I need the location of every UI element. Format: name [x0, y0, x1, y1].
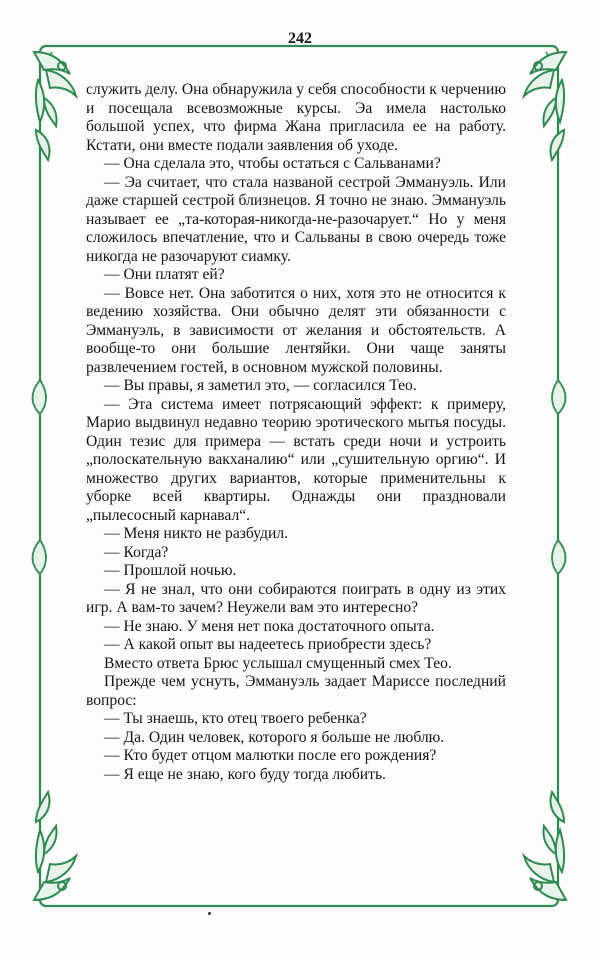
- paragraph: — Я еще не знаю, кого буду тогда любить.: [104, 765, 386, 783]
- paragraph: — Кто будет отцом малютки после его рождения?: [104, 747, 437, 764]
- paragraph: — Ты знаешь, кто отец твоего ребенка?: [104, 710, 367, 727]
- print-speck: [208, 912, 211, 915]
- corner-ornament-bottom-right: [524, 792, 566, 900]
- paragraph: — Когда?: [104, 543, 169, 561]
- paragraph: — Эа считает, что стала названой сестрой Эммануэль. Или даже старшей сестрой близнецов. Я точно не знаю. Эммануэль называет ее „та-которая-никогда-не-разочарует.“ Но у меня сложилось впечатление, что и Сальваны в свою очередь тоже никогда не разочаруют сиамку.: [86, 173, 506, 265]
- body-text: [86, 81, 506, 784]
- paragraph: — Я не знал, что они собираются поиграть в одну из этих игр. А вам-то зачем? Неужели вам это интересно?: [86, 580, 506, 616]
- paragraph: — Да. Один человек, которого я больше не люблю.: [104, 728, 445, 746]
- paragraph: — Прошлой ночью.: [104, 562, 237, 579]
- paragraph: — Вы правы, я заметил это, — согласился Тео.: [104, 377, 417, 394]
- paragraph: — Меня никто не разбудил.: [104, 525, 289, 542]
- paragraph: Вместо ответа Брюс услышал смущенный смех Тео.: [104, 654, 452, 672]
- paragraph: — А какой опыт вы надеетесь приобрести здесь?: [104, 636, 432, 653]
- paragraph: — Вовсе нет. Она заботится о них, хотя это не относится к ведению хозяйства. Они обычно делят эти обязанности с Эммануэль, в зависимости от желания и обстоятельств. А вообще-то они большие лентяйки. Они чаще заняты развлечением гостей, в основном мужской половины.: [86, 284, 506, 376]
- paragraph: — Не знаю. У меня нет пока достаточного опыта.: [104, 617, 435, 635]
- paragraph: — Они платят ей?: [104, 266, 225, 283]
- paragraph: Прежде чем уснуть, Эммануэль задает Мариссе последний вопрос:: [86, 673, 506, 709]
- page-number: 242: [288, 30, 312, 47]
- corner-ornament-top-right: [524, 52, 566, 160]
- paragraph: — Она сделала это, чтобы остаться с Сальванами?: [104, 155, 441, 172]
- paragraph: — Эта система имеет потрясающий эффект: к примеру, Марио выдвинул недавно теорию эротического мытья посуды. Один тезис для примера — встать среди ночи и устроить „полоскательную вакханалию“ или „сушительную оргию“. И множество других вариантов, которые применительны к уборке всей квартиры. Однажды они праздновали „пылесосный карнавал“.: [86, 395, 506, 524]
- paragraph: служить делу. Она обнаружила у себя способности к черчению и посещала всевозможные курсы. Эа имела настолько большой успех, что фирма Жана пригласила ее на работу. Кстати, они вместе подали заявления об уходе.: [86, 81, 506, 154]
